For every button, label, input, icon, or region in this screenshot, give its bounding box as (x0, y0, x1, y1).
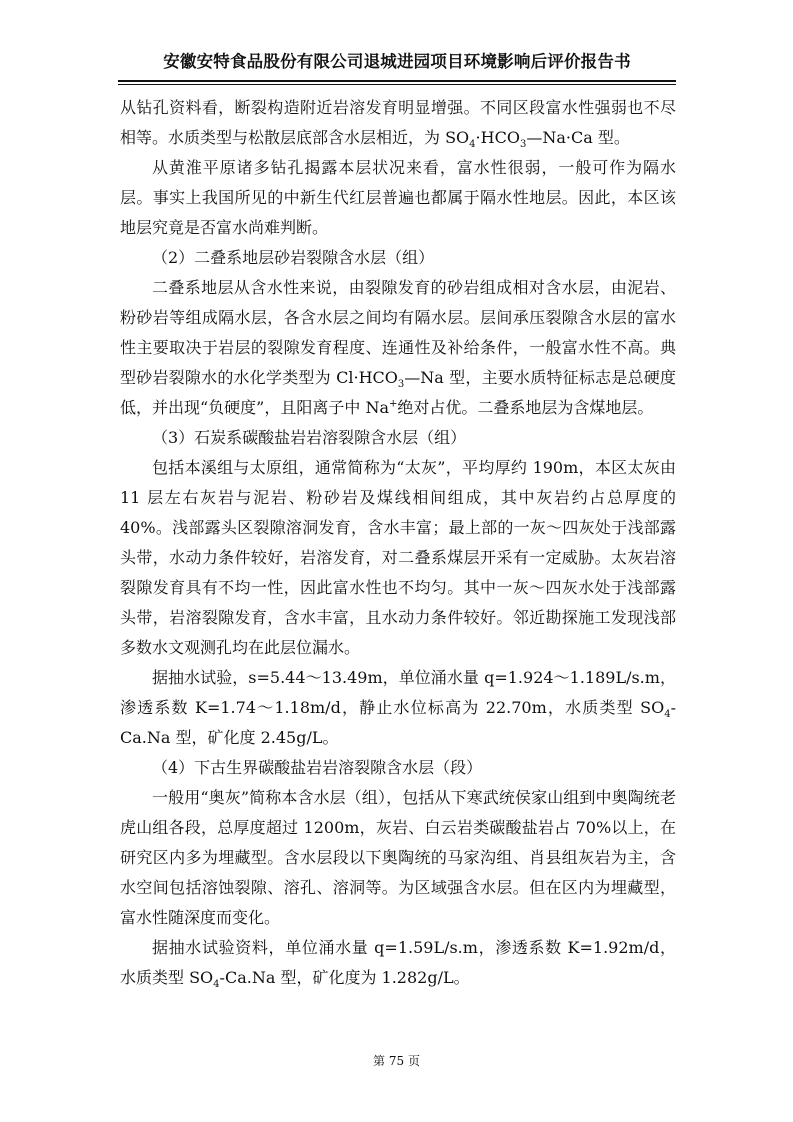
paragraph-red-layer: 从黄淮平原诸多钻孔揭露本层状况来看，富水性很弱，一般可作为隔水层。事实上我国所见的中新生代红层普遍也都属于隔水性地层。因此，本区该地层究竟是否富水尚难判断。 (120, 158, 676, 237)
paragraph-ordovician-test: 据抽水试验资料，单位涌水量 q=1.59L/s.m，渗透系数 K=1.92m/d，水质类型 $SO_4-Ca.Na$ 型，矿化度为 1.282g/L。 (120, 938, 676, 991)
header-rule-thin (118, 84, 676, 85)
paragraph-carboniferous-test: 据抽水试验，s=5.44～13.49m，单位涌水量 q=1.924～1.189L/s.m，渗透系数 K=1.74～1.18m/d，静止水位标高为 22.70m，水质类型 $SO_4-Ca.Na$ 型，矿化度 2.45g/L。 (120, 668, 676, 747)
section-heading-lower-paleozoic: （4）下古生界碳酸盐岩岩溶裂隙含水层（段） (152, 758, 483, 777)
page-number: 第 75 页 (373, 1054, 420, 1068)
page-header-title: 安徽安特食品股份有限公司退城进园项目环境影响后评价报告书 (163, 52, 631, 71)
paragraph-carboniferous: 包括本溪组与太原组，通常简称为“太灰”，平均厚约 190m，本区太灰由 11 层左右灰岩与泥岩、粉砂岩及煤线相间组成，其中灰岩约占总厚度的 40%。浅部露头区裂隙溶洞发育，含水丰富；最上部的一灰～四灰处于浅部露头带，水动力条件较好，岩溶发育，对二叠系煤层开采有一定威胁。太灰岩溶裂隙发育具有不均一性，因此富水性也不均匀。其中一灰～四灰水处于浅部露头带，岩溶裂隙发育，含水丰富，且水动力条件较好。邻近勘探施工发现浅部多数水文观测孔均在此层位漏水。 (120, 458, 676, 657)
header-rule-thick (118, 80, 676, 82)
section-heading-permian: （2）二叠系地层砂岩裂隙含水层（组） (152, 248, 435, 267)
paragraph-permian: 二叠系地层从含水性来说，由裂隙发育的砂岩组成相对含水层，由泥岩、粉砂岩等组成隔水层，各含水层之间均有隔水层。层间承压裂隙含水层的富水性主要取决于岩层的裂隙发育程度、连通性及补给条件，一般富水性不高。典型砂岩裂隙水的水化学类型为 $Cl\cdot HCO_3—Na$ 型，主要水质特征标志是总硬度低，并出现“负硬度”，且阳离子中 Na+绝对占优。二叠系地层为含煤地层。 (120, 278, 676, 417)
paragraph-ordovician: 一般用“奥灰”简称本含水层（组），包括从下寒武统侯家山组到中奥陶统老虎山组各段，总厚度超过 1200m，灰岩、白云岩类碳酸盐岩占 70%以上，在研究区内多为埋藏型。含水层段以下奥陶统的马家沟组、肖县组灰岩为主，含水空间包括溶蚀裂隙、溶孔、溶洞等。为区域强含水层。但在区内为埋藏型，富水性随深度而变化。 (120, 788, 676, 927)
section-heading-carboniferous: （3）石炭系碳酸盐岩岩溶裂隙含水层（组） (152, 428, 467, 447)
document-body (120, 93, 676, 993)
paragraph-continued: 从钻孔资料看，断裂构造附近岩溶发育明显增强。不同区段富水性强弱也不尽相等。水质类型与松散层底部含水层相近，为 $SO_4\cdot HCO_3—Na\cdot Ca$ 型。 (120, 98, 676, 151)
